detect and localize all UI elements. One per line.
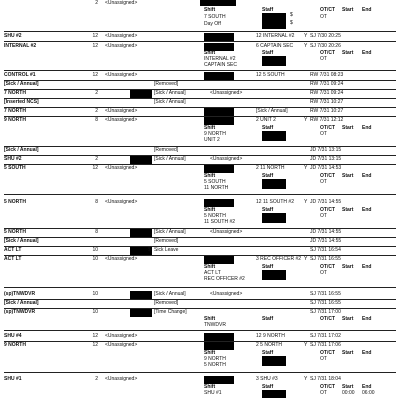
row-timestamp: RW 7/31 10:27 (310, 108, 344, 114)
row-name: ACT LT (4, 247, 22, 253)
start-label: Start (342, 125, 354, 131)
staff-label: Staff (262, 350, 274, 356)
dollar-mark: $ (290, 12, 293, 18)
sub-line: 11 NORTH (204, 185, 229, 191)
redaction-bar (262, 270, 286, 280)
redaction-bar (204, 165, 234, 173)
row-action: [Sick / Annual] (154, 99, 186, 105)
ot-value: OT (320, 56, 327, 62)
otct-label: OT/CT (320, 173, 335, 179)
redaction-bar (200, 0, 236, 6)
dollar-mark: $ (148, 247, 151, 253)
redaction-bar (130, 156, 152, 164)
staff-label: Staff (262, 173, 274, 179)
row-name: 7 NORTH (4, 108, 26, 114)
row-timestamp: RW 7/31 08:23 (310, 72, 344, 78)
row-name: (sp)TNWDVR (4, 291, 36, 297)
row-mid-status: <Unassigned> (210, 291, 243, 297)
redaction-bar (204, 108, 234, 116)
row-name: [Sick / Annual] (4, 238, 39, 244)
end-label: End (362, 316, 372, 322)
row-status: <Unassigned> (105, 333, 138, 339)
redaction-bar (130, 309, 152, 317)
row-name: [Sick / Annual] (4, 147, 39, 153)
row-timestamp: JD 7/31 14:55 (310, 199, 342, 205)
row-hours: 12 (92, 33, 98, 39)
row-destination: 3 REC OFFICER #2 (256, 256, 302, 262)
redaction-bar (262, 131, 286, 141)
row-action: [Removed] (154, 81, 179, 87)
end-time: 06:00 (362, 390, 375, 396)
sub-line: 9 NORTH (204, 131, 226, 137)
divider (4, 287, 396, 288)
row-name: SHU #2 (4, 156, 22, 162)
sub-line: 7 SOUTH (204, 14, 226, 20)
row-flag: Y (304, 342, 308, 348)
start-label: Start (342, 7, 354, 13)
divider (4, 372, 396, 373)
redaction-bar (204, 117, 234, 125)
otct-label: OT/CT (320, 125, 335, 131)
row-mid-status: <Unassigned> (210, 156, 243, 162)
row-hours: 10 (92, 256, 98, 262)
row-hours: 12 (92, 43, 98, 49)
row-destination: 6 CAPTAIN SEC (256, 43, 294, 49)
divider (4, 41, 396, 42)
row-name: SHU #4 (4, 333, 22, 339)
start-label: Start (342, 173, 354, 179)
row-hours: 2 (95, 376, 98, 382)
row-name: [Inserted NCS] (4, 99, 39, 105)
shift-label: Shift (204, 264, 216, 270)
row-name: SHU #1 (4, 376, 22, 382)
row-name: (sp)TNWDVR (4, 309, 36, 315)
end-label: End (362, 264, 372, 270)
sub-line: 5 NORTH (204, 362, 226, 368)
end-label: End (362, 50, 372, 56)
row-name: 5 SOUTH (4, 165, 26, 171)
row-action: [Sick / Annual] (154, 90, 186, 96)
redaction-bar (130, 90, 152, 98)
log-row (4, 309, 396, 318)
row-action: [Sick / Annual] (154, 156, 186, 162)
row-timestamp: JD 7/31 14:55 (310, 229, 342, 235)
row-hours: 8 (95, 229, 98, 235)
row-action: [Removed] (154, 238, 179, 244)
sub-line: REC OFFICER #2 (204, 276, 245, 282)
row-mid-status: <Unassigned> (210, 90, 243, 96)
row-timestamp: SJ 7/31 17:06 (310, 342, 341, 348)
row-hours: 2 (95, 108, 98, 114)
ot-value: OT (320, 131, 327, 137)
shift-label: Shift (204, 7, 216, 13)
redaction-bar (262, 56, 286, 66)
row-timestamp: RW 7/31 10:27 (310, 99, 344, 105)
shift-label: Shift (204, 384, 216, 390)
row-hours: 12 (92, 72, 98, 78)
row-status: <Unassigned> (105, 108, 138, 114)
end-label: End (362, 125, 372, 131)
row-hours: 8 (95, 117, 98, 123)
row-action: [Removed] (154, 300, 179, 306)
staff-label: Staff (262, 125, 274, 131)
otct-label: OT/CT (320, 350, 335, 356)
shift-label: Shift (204, 125, 216, 131)
start-time: 00:00 (342, 390, 355, 396)
ot-value: OT (320, 270, 327, 276)
staff-label: Staff (262, 384, 274, 390)
sub-line: Day Off (204, 21, 221, 27)
row-hours: 10 (92, 291, 98, 297)
log-row (4, 376, 396, 385)
row-timestamp: JD 7/31 14:55 (310, 238, 342, 244)
dollar-mark: $ (290, 20, 293, 26)
row-hours: 12 (92, 333, 98, 339)
redaction-bar (204, 72, 234, 80)
redaction-bar (262, 390, 286, 398)
row-hours: 2 (95, 156, 98, 162)
row-timestamp: SJ 7/31 16:55 (310, 300, 341, 306)
row-mid-status: <Unassigned> (210, 229, 243, 235)
otct-label: OT/CT (320, 207, 335, 213)
start-label: Start (342, 207, 354, 213)
row-hours: 2 (95, 0, 98, 6)
redaction-bar (204, 199, 234, 207)
row-timestamp: JD 7/31 13:15 (310, 156, 342, 162)
row-destination: [Sick / Annual] (256, 108, 288, 114)
log-row (4, 199, 396, 208)
redaction-bar (204, 333, 234, 341)
row-flag: Y (304, 199, 308, 205)
log-row (4, 165, 396, 174)
row-flag: Y (304, 165, 308, 171)
row-status: <Unassigned> (105, 376, 138, 382)
row-hours: 10 (92, 247, 98, 253)
row-timestamp: RW 7/31 09:24 (310, 81, 344, 87)
row-timestamp: SJ 7/31 16:55 (310, 291, 341, 297)
row-status: <Unassigned> (105, 256, 138, 262)
staff-label: Staff (262, 50, 274, 56)
redaction-bar (262, 179, 286, 189)
row-name: CONTROL #1 (4, 72, 36, 78)
row-name: 9 NORTH (4, 117, 26, 123)
redaction-bar (130, 291, 152, 299)
row-status: <Unassigned> (105, 72, 138, 78)
staff-label: Staff (262, 264, 274, 270)
row-timestamp: SJ 7/30 20:26 (310, 43, 341, 49)
row-name: INTERNAL #2 (4, 43, 37, 49)
row-status: <Unassigned> (105, 117, 138, 123)
row-timestamp: SJ 7/31 16:54 (310, 247, 341, 253)
redaction-bar (130, 229, 152, 237)
row-timestamp: JD 7/31 14:53 (310, 165, 342, 171)
sub-line: ACT LT (204, 270, 221, 276)
end-label: End (362, 207, 372, 213)
divider (4, 194, 396, 195)
ot-value: OT (320, 390, 327, 396)
row-timestamp: SJ 7/31 18:04 (310, 376, 341, 382)
row-destination: 2 UNIT 2 (256, 117, 276, 123)
row-destination: 12 9 NORTH (256, 333, 285, 339)
redaction-bar (262, 13, 286, 29)
row-name: ACT LT (4, 256, 22, 262)
ot-value: OT (320, 213, 327, 219)
start-label: Start (342, 50, 354, 56)
ot-value: OT (320, 356, 327, 362)
row-timestamp: RW 7/31 12:12 (310, 117, 344, 123)
row-status: <Unassigned> (105, 33, 138, 39)
start-label: Start (342, 384, 354, 390)
sub-line: 9 NORTH (204, 356, 226, 362)
otct-label: OT/CT (320, 264, 335, 270)
row-action: [Time Change] (154, 309, 187, 315)
otct-label: OT/CT (320, 50, 335, 56)
row-name: [Sick / Annual] (4, 300, 39, 306)
row-hours: 2 (95, 90, 98, 96)
sub-line: UNIT 2 (204, 137, 220, 143)
end-label: End (362, 384, 372, 390)
row-hours: 8 (95, 199, 98, 205)
row-timestamp: RW 7/31 09:24 (310, 90, 344, 96)
row-timestamp: SJ 7/31 16:55 (310, 256, 341, 262)
sub-line: CAPTAIN SEC (204, 62, 237, 68)
shift-label: Shift (204, 173, 216, 179)
row-action: [Sick / Annual] (154, 291, 186, 297)
row-timestamp: JD 7/31 13:15 (310, 147, 342, 153)
divider (4, 31, 396, 32)
row-flag: Y (304, 117, 308, 123)
shift-label: Shift (204, 350, 216, 356)
row-destination: 12 11 SOUTH #2 (256, 199, 294, 205)
start-label: Start (342, 316, 354, 322)
row-timestamp: SJ 7/30 20:25 (310, 33, 341, 39)
row-name: 7 NORTH (4, 90, 26, 96)
redaction-bar (262, 213, 286, 223)
row-hours: 12 (92, 165, 98, 171)
row-hours: 12 (92, 342, 98, 348)
sub-line: 5 SOUTH (204, 179, 226, 185)
redaction-bar (204, 256, 234, 264)
end-label: End (362, 7, 372, 13)
sub-line: 5 NORTH (204, 213, 226, 219)
start-label: Start (342, 350, 354, 356)
otct-label: OT/CT (320, 316, 335, 322)
divider (4, 330, 396, 331)
row-action: [Removed] (154, 147, 179, 153)
row-status: <Unassigned> (105, 0, 138, 6)
log-row (4, 117, 396, 126)
otct-label: OT/CT (320, 7, 335, 13)
row-name: 9 NORTH (4, 342, 26, 348)
sub-line: INTERNAL #2 (204, 56, 236, 62)
row-flag: Y (304, 376, 308, 382)
end-label: End (362, 173, 372, 179)
row-timestamp: SJ 7/31 17:02 (310, 333, 341, 339)
sub-line: TNWDVR (204, 322, 226, 328)
row-flag: Y (304, 33, 308, 39)
sub-line: 11 SOUTH #2 (204, 219, 236, 225)
row-status: <Unassigned> (105, 43, 138, 49)
row-destination: 12 INTERNAL #2 (256, 33, 295, 39)
row-flag: Y (304, 256, 308, 262)
row-name: [Sick / Annual] (4, 81, 39, 87)
shift-label: Shift (204, 50, 216, 56)
staff-label: Staff (262, 207, 274, 213)
sub-line: SHU #1 (204, 390, 222, 396)
shift-label: Shift (204, 316, 216, 322)
row-destination: 3 SHU #3 (256, 376, 278, 382)
end-label: End (362, 350, 372, 356)
ot-value: OT (320, 179, 327, 185)
staff-label: Staff (262, 316, 274, 322)
row-destination: 12 5 SOUTH (256, 72, 285, 78)
row-name: 5 NORTH (4, 199, 26, 205)
row-timestamp: SJ 7/31 17:00 (310, 309, 341, 315)
redaction-bar (204, 33, 234, 41)
row-action: Sick Leave (154, 247, 179, 253)
ot-value: OT (320, 14, 327, 20)
row-action: [Sick / Annual] (154, 229, 186, 235)
redaction-bar (262, 356, 286, 366)
row-hours: 10 (92, 309, 98, 315)
row-status: <Unassigned> (105, 199, 138, 205)
row-destination: 2 5 NORTH (256, 342, 283, 348)
log-row (4, 256, 396, 265)
staff-label: Staff (262, 7, 274, 13)
row-flag: Y (304, 43, 308, 49)
otct-label: OT/CT (320, 384, 335, 390)
log-row (4, 43, 396, 52)
start-label: Start (342, 264, 354, 270)
redaction-bar (204, 342, 234, 350)
log-row (4, 342, 396, 351)
shift-label: Shift (204, 207, 216, 213)
row-destination: 2 11 NORTH (256, 165, 285, 171)
divider (4, 70, 396, 71)
row-name: 5 NORTH (4, 229, 26, 235)
row-status: <Unassigned> (105, 342, 138, 348)
redaction-bar (204, 376, 234, 384)
row-status: <Unassigned> (105, 165, 138, 171)
row-name: SHU #2 (4, 33, 22, 39)
